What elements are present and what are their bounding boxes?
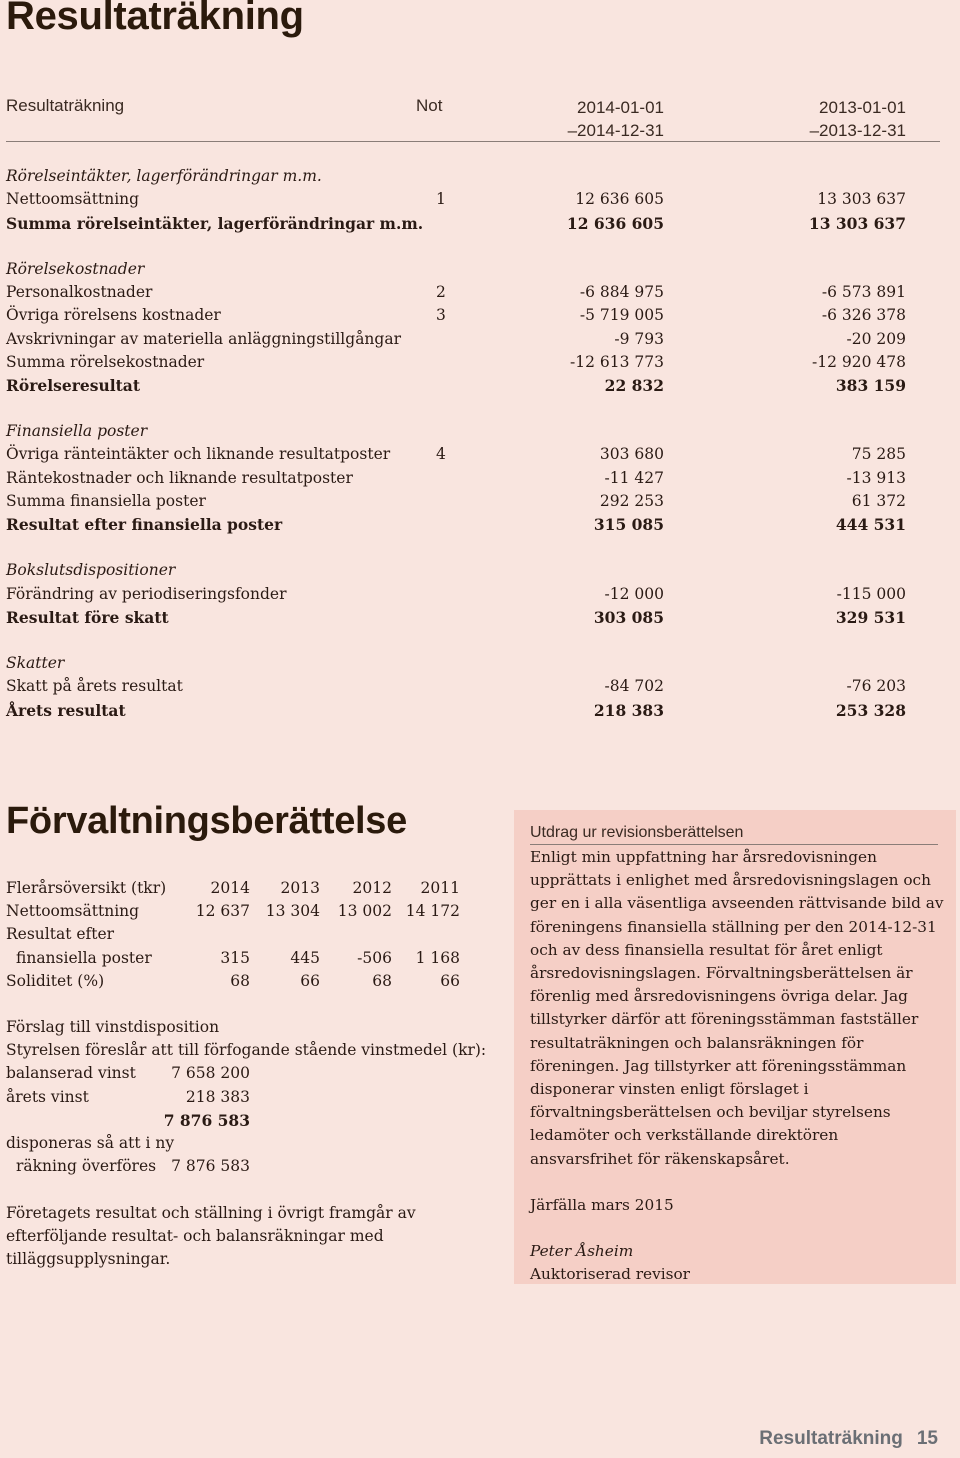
table-row — [6, 467, 940, 490]
proposal-amount: 218 383 — [185, 1087, 250, 1106]
flerars-cell: 2014 — [210, 879, 250, 897]
header-label: Resultaträkning — [6, 96, 125, 115]
row-value-2014: 303 085 — [593, 607, 664, 627]
revision-place-date: Järfälla mars 2015 — [530, 1195, 674, 1214]
section-heading-text: Skatter — [6, 654, 65, 673]
footer-section: Resultaträkning — [759, 1428, 903, 1449]
flerars-table — [6, 877, 466, 993]
flerars-header — [6, 877, 466, 900]
row-label: Övriga ränteintäkter och liknande resultatposter — [6, 445, 391, 464]
proposal-amount: 7 658 200 — [171, 1064, 250, 1083]
flerars-cell: 68 — [230, 971, 250, 990]
row-label: Avskrivningar av materiella anläggningstillgångar — [6, 329, 401, 348]
row-label: Summa finansiella poster — [6, 491, 206, 510]
row-value-2013: -6 573 891 — [821, 283, 906, 302]
table-row — [6, 188, 940, 211]
row-note-ref: 4 — [436, 445, 446, 464]
flerars-cell: 445 — [290, 948, 320, 967]
section-heading-text: Finansiella poster — [6, 422, 148, 441]
section-heading — [6, 559, 940, 582]
flerars-cell: 14 172 — [405, 902, 460, 921]
flerars-row — [6, 970, 466, 993]
flerars-cell: Soliditet (%) — [6, 971, 105, 990]
income-statement-table — [6, 95, 940, 722]
proposal-row — [6, 1109, 486, 1132]
flerars-row — [6, 900, 466, 923]
row-note-ref: 1 — [436, 190, 446, 209]
table-row — [6, 212, 940, 235]
row-value-2013: -6 326 378 — [821, 306, 906, 325]
row-value-2013: 329 531 — [835, 607, 906, 627]
table-row — [6, 443, 940, 466]
row-value-2014: -11 427 — [604, 468, 664, 487]
row-label: Nettoomsättning — [6, 190, 140, 209]
row-value-2014: 292 253 — [599, 491, 664, 510]
section-title-forvaltning: Förvaltningsberättelse — [6, 800, 407, 842]
section-heading — [6, 258, 940, 281]
row-value-2014: 12 636 605 — [566, 213, 664, 233]
proposal-block — [6, 1016, 486, 1178]
row-value-2014: -6 884 975 — [579, 283, 664, 302]
proposal-row — [6, 1155, 486, 1178]
flerars-cell: 68 — [372, 971, 392, 990]
revision-body — [530, 846, 944, 1286]
row-value-2013: -115 000 — [836, 584, 906, 603]
row-value-2014: -84 702 — [604, 677, 664, 696]
row-label: Resultat efter finansiella poster — [6, 515, 283, 534]
revision-text: Enligt min uppfattning har årsredovisningen upprättats i enlighet med årsredovisningslagen och ger en i alla väsentliga avseenden rättvisande bild av föreningens finansiella ställning per den 2014-12-31 och av dess finansiella resultat för året enligt årsredovisningslagen. Förvaltningsberättelsen är förenlig med årsredovisningens övriga delar. Jag tillstyrker därför att föreningsstämman fastställer resultaträkningen och balansräkningen för föreningen. Jag tillstyrker att föreningsstämman disponerar vinsten enligt förslaget i förvaltningsberättelsen och beviljar styrelsens ledamöter och verkställande direktören ansvarsfrihet för räkenskapsåret. — [530, 848, 944, 1168]
proposal-amount: 7 876 583 — [171, 1157, 250, 1176]
proposal-label: balanserad vinst — [6, 1064, 136, 1083]
section-heading — [6, 420, 940, 443]
row-value-2013: 75 285 — [851, 445, 906, 464]
flerars-cell: 66 — [300, 971, 320, 990]
proposal-label: disponeras så att i ny — [6, 1133, 175, 1152]
row-value-2013: 61 372 — [851, 491, 906, 510]
table-header — [6, 95, 940, 142]
flerars-cell: Flerårsöversikt (tkr) — [6, 879, 167, 897]
section-heading-text: Bokslutsdispositioner — [6, 561, 176, 580]
revision-box — [514, 810, 956, 1284]
row-value-2013: 253 328 — [835, 700, 906, 720]
row-value-2014: 22 832 — [604, 375, 664, 395]
page-number: 15 — [916, 1428, 938, 1449]
section-heading — [6, 652, 940, 675]
table-row — [6, 490, 940, 513]
row-value-2014: -12 000 — [604, 584, 664, 603]
row-label: Summa rörelseintäkter, lagerförändringar m.m. — [6, 213, 424, 233]
table-row — [6, 606, 940, 629]
flerars-cell: -506 — [357, 948, 392, 967]
flerars-cell: 1 168 — [415, 948, 460, 967]
forvaltning-note: Företagets resultat och ställning i övrigt framgår av efterföljande resultat- och balansräkningar med tilläggsupplysningar. — [6, 1204, 416, 1269]
proposal-intro: Styrelsen föreslår att till förfogande stående vinstmedel (kr): — [6, 1041, 487, 1060]
row-value-2013: 383 159 — [835, 375, 906, 395]
flerars-row — [6, 923, 466, 946]
table-row — [6, 374, 940, 397]
row-label: Årets resultat — [6, 700, 126, 720]
proposal-row — [6, 1132, 486, 1155]
row-note-ref: 2 — [436, 283, 446, 302]
table-row — [6, 583, 940, 606]
proposal-label: räkning överföres — [16, 1157, 157, 1176]
section-heading — [6, 165, 940, 188]
row-label: Övriga rörelsens kostnader — [6, 306, 221, 325]
row-value-2014: -9 793 — [614, 329, 664, 348]
flerars-cell: 2013 — [280, 879, 320, 897]
row-label: Summa rörelsekostnader — [6, 352, 205, 371]
header-not: Not — [416, 96, 443, 115]
header-period-2014: 2014-01-01 –2014-12-31 — [567, 98, 664, 140]
proposal-row — [6, 1062, 486, 1085]
row-label: Resultat före skatt — [6, 607, 169, 627]
revision-signer-title: Auktoriserad revisor — [530, 1265, 690, 1284]
revision-title: Utdrag ur revisionsberättelsen — [530, 822, 938, 845]
table-row — [6, 513, 940, 536]
flerars-cell: Nettoomsättning — [6, 902, 140, 921]
section-heading-text: Rörelseintäkter, lagerförändringar m.m. — [6, 167, 322, 186]
row-value-2014: 12 636 605 — [575, 190, 664, 209]
table-row — [6, 304, 940, 327]
row-value-2014: 218 383 — [593, 700, 664, 720]
row-label: Skatt på årets resultat — [6, 677, 183, 696]
flerars-cell: 12 637 — [195, 902, 250, 921]
flerars-cell: 13 002 — [337, 902, 392, 921]
page-footer — [759, 1428, 938, 1450]
proposal-amount: 7 876 583 — [163, 1110, 250, 1130]
flerars-cell: 66 — [440, 971, 460, 990]
row-label: Räntekostnader och liknande resultatposter — [6, 468, 353, 487]
row-label: Personalkostnader — [6, 283, 153, 302]
row-value-2013: 13 303 637 — [817, 190, 906, 209]
flerars-cell: 13 304 — [265, 902, 320, 921]
table-row — [6, 351, 940, 374]
flerars-cell: 2011 — [420, 879, 460, 897]
proposal-title: Förslag till vinstdisposition — [6, 1018, 220, 1036]
row-value-2014: -12 613 773 — [570, 352, 664, 371]
row-value-2014: 303 680 — [599, 445, 664, 464]
row-value-2013: -20 209 — [846, 329, 906, 348]
revision-signer: Peter Åsheim — [530, 1242, 634, 1261]
page-title: Resultaträkning — [6, 0, 304, 38]
row-value-2013: -76 203 — [846, 677, 906, 696]
section-heading-text: Rörelsekostnader — [6, 259, 145, 278]
table-row — [6, 699, 940, 722]
row-label: Förändring av periodiseringsfonder — [6, 584, 287, 603]
header-period-2013: 2013-01-01 –2013-12-31 — [809, 98, 906, 140]
row-value-2014: 315 085 — [593, 515, 664, 534]
table-row — [6, 675, 940, 698]
table-row — [6, 328, 940, 351]
row-value-2013: -13 913 — [846, 468, 906, 487]
row-value-2014: -5 719 005 — [579, 306, 664, 325]
flerars-cell: 2012 — [352, 879, 392, 897]
row-value-2013: 444 531 — [835, 515, 906, 534]
flerars-row — [6, 947, 466, 970]
proposal-label: årets vinst — [6, 1087, 89, 1106]
row-label: Rörelseresultat — [6, 375, 140, 395]
proposal-row — [6, 1086, 486, 1109]
flerars-cell: 315 — [220, 948, 250, 967]
flerars-cell: finansiella poster — [16, 948, 152, 967]
row-value-2013: 13 303 637 — [808, 213, 906, 233]
table-body — [6, 142, 940, 722]
row-value-2013: -12 920 478 — [812, 352, 906, 371]
table-row — [6, 281, 940, 304]
flerars-cell: Resultat efter — [6, 925, 115, 944]
row-note-ref: 3 — [436, 306, 446, 325]
